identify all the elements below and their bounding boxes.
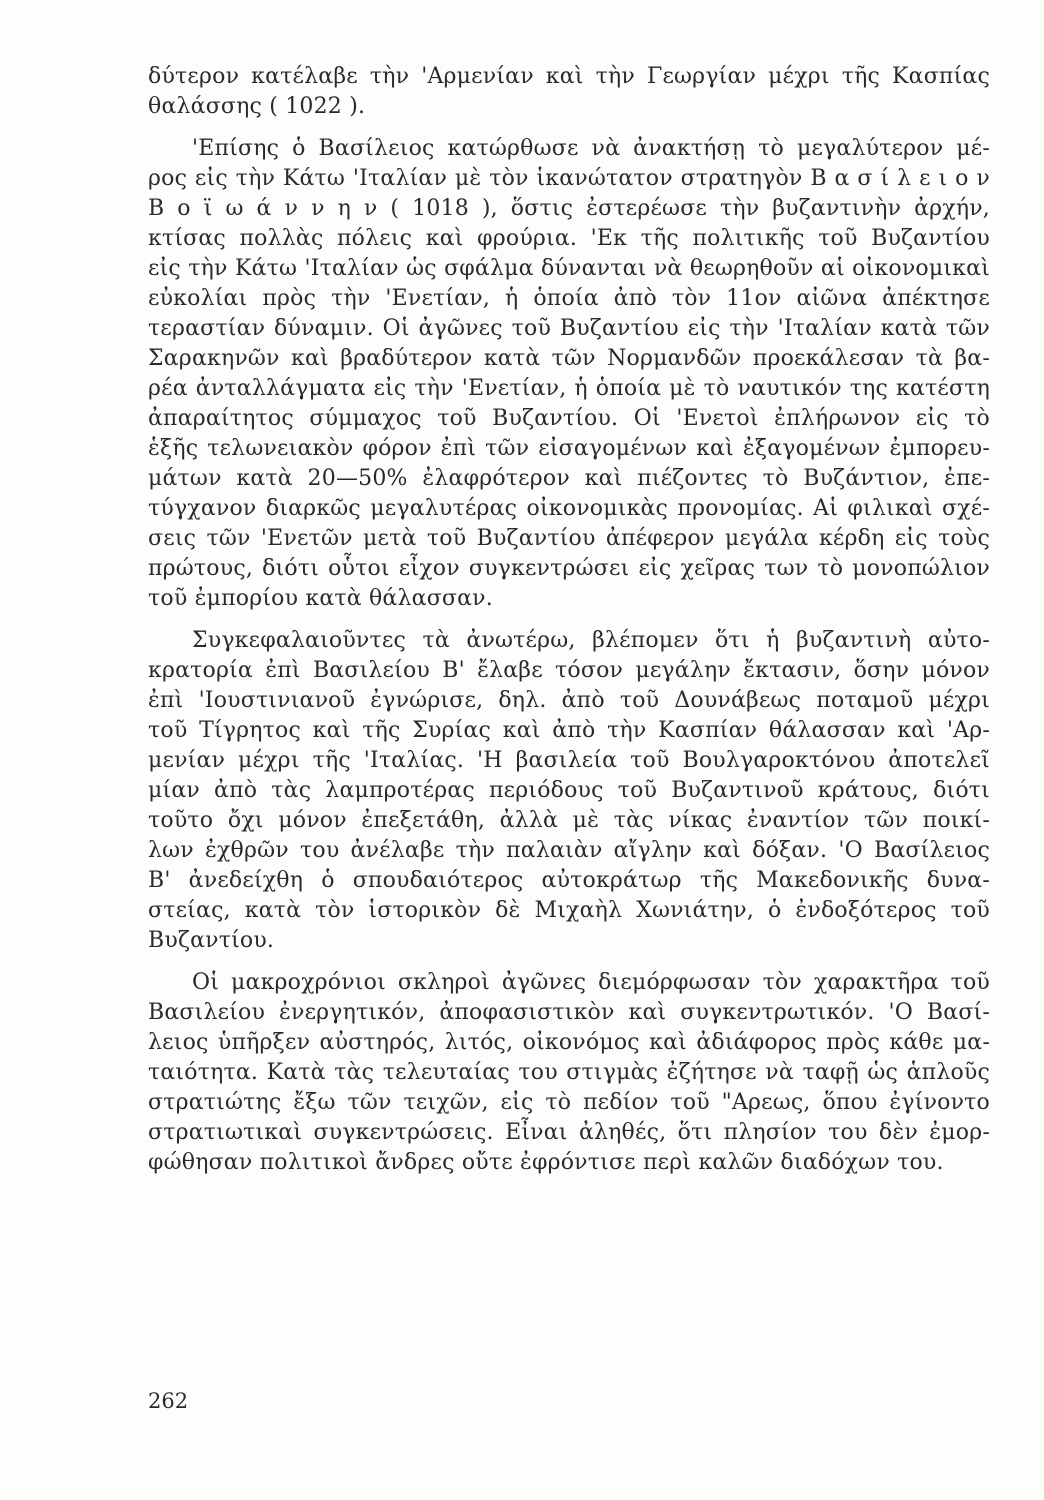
paragraph-gap bbox=[148, 122, 990, 134]
text-line: τεραστίαν δύναμιν. Οἱ ἀγῶνες τοῦ Βυζαντίου εἰς τὴν 'Ιταλίαν κατὰ τῶν bbox=[148, 316, 990, 341]
body-text bbox=[148, 62, 990, 1178]
text-line: 'Επίσης ὁ Βασίλειος κατώρθωσε νὰ ἀνακτήσῃ τὸ μεγαλύτερον μέ- bbox=[192, 136, 990, 161]
paragraph bbox=[148, 968, 990, 1178]
text-line: Οἱ μακροχρόνιοι σκληροὶ ἀγῶνες διεμόρφωσαν τὸν χαρακτῆρα τοῦ bbox=[192, 970, 990, 995]
text-line: εἰς τὴν Κάτω 'Ιταλίαν ὡς σφάλμα δύνανται νὰ θεωρηθοῦν αἱ οἰκονομικαὶ bbox=[148, 256, 990, 281]
text-line: κρατορία ἐπὶ Βασιλείου Β' ἔλαβε τόσον μεγάλην ἔκτασιν, ὅσην μόνον bbox=[148, 658, 990, 683]
text-line: μίαν ἀπὸ τὰς λαμπροτέρας περιόδους τοῦ Βυζαντινοῦ κράτους, διότι bbox=[148, 778, 990, 803]
paragraph bbox=[148, 134, 990, 614]
text-line: ρος εἰς τὴν Κάτω 'Ιταλίαν μὲ τὸν ἱκανώτατον στρατηγὸν Β α σ ί λ ε ι ο ν bbox=[148, 166, 990, 191]
text-line: ρέα ἀνταλλάγματα εἰς τὴν 'Ενετίαν, ἡ ὁποία μὲ τὸ ναυτικόν της κατέστη bbox=[148, 376, 990, 401]
text-line: Βασιλείου ἐνεργητικόν, ἀποφασιστικὸν καὶ συγκεντρωτικόν. 'Ο Βασί- bbox=[148, 1000, 990, 1025]
paragraph bbox=[148, 626, 990, 956]
text-line: μάτων κατὰ 20—50% ἐλαφρότερον καὶ πιέζοντες τὸ Βυζάντιον, ἐπε- bbox=[148, 466, 990, 491]
text-line: μενίαν μέχρι τῆς 'Ιταλίας. 'Η βασιλεία τοῦ Βουλγαροκτόνου ἀποτελεῖ bbox=[148, 748, 990, 773]
text-line: εὐκολίαι πρὸς τὴν 'Ενετίαν, ἡ ὁποία ἀπὸ τὸν 11ον αἰῶνα ἀπέκτησε bbox=[148, 286, 990, 311]
text-line: ἀπαραίτητος σύμμαχος τοῦ Βυζαντίου. Οἱ 'Ενετοὶ ἐπλήρωνον εἰς τὸ bbox=[148, 406, 990, 431]
text-line: τοῦτο ὄχι μόνον ἐπεξετάθη, ἀλλὰ μὲ τὰς νίκας ἐναντίον τῶν ποικί- bbox=[148, 808, 990, 833]
text-line: κτίσας πολλὰς πόλεις καὶ φρούρια. 'Εκ τῆς πολιτικῆς τοῦ Βυζαντίου bbox=[148, 226, 990, 251]
text-line: Σαρακηνῶν καὶ βραδύτερον κατὰ τῶν Νορμανδῶν προεκάλεσαν τὰ βα- bbox=[148, 346, 990, 371]
text-line: ἐπὶ 'Ιουστινιανοῦ ἐγνώρισε, δηλ. ἀπὸ τοῦ Δουνάβεως ποταμοῦ μέχρι bbox=[148, 688, 990, 713]
text-line: ταιότητα. Κατὰ τὰς τελευταίας του στιγμὰς ἐζήτησε νὰ ταφῇ ὡς ἁπλοῦς bbox=[148, 1060, 990, 1085]
text-line: λων ἐχθρῶν του ἀνέλαβε τὴν παλαιὰν αἴγλην καὶ δόξαν. 'Ο Βασίλειος bbox=[148, 838, 990, 863]
text-line: σεις τῶν 'Ενετῶν μετὰ τοῦ Βυζαντίου ἀπέφερον μεγάλα κέρδη εἰς τοὺς bbox=[148, 526, 990, 551]
text-line: στείας, κατὰ τὸν ἱστορικὸν δὲ Μιχαὴλ Χωνιάτην, ὁ ἐνδοξότερος τοῦ bbox=[148, 898, 990, 923]
text-line: στρατιωτικαὶ συγκεντρώσεις. Εἶναι ἀληθές, ὅτι πλησίον του δὲν ἐμορ- bbox=[148, 1120, 990, 1145]
text-line: Συγκεφαλαιοῦντες τὰ ἀνωτέρω, βλέπομεν ὅτι ἡ βυζαντινὴ αὐτο- bbox=[192, 628, 990, 653]
text-line: Β' ἀνεδείχθη ὁ σπουδαιότερος αὐτοκράτωρ τῆς Μακεδονικῆς δυνα- bbox=[148, 868, 990, 893]
text-line: ἑξῆς τελωνειακὸν φόρον ἐπὶ τῶν εἰσαγομένων καὶ ἐξαγομένων ἐμπορευ- bbox=[148, 436, 990, 461]
text-line: στρατιώτης ἔξω τῶν τειχῶν, εἰς τὸ πεδίον τοῦ "Αρεως, ὅπου ἐγίνοντο bbox=[148, 1090, 990, 1115]
text-line: τοῦ ἐμπορίου κατὰ θάλασσαν. bbox=[148, 586, 493, 611]
text-line: Β ο ϊ ω ά ν ν η ν ( 1018 ), ὅστις ἐστερέωσε τὴν βυζαντινὴν ἀρχήν, bbox=[148, 196, 990, 221]
text-line: τοῦ Τίγρητος καὶ τῆς Συρίας καὶ ἀπὸ τὴν Κασπίαν θάλασσαν καὶ 'Αρ- bbox=[148, 718, 990, 743]
paragraph bbox=[148, 62, 990, 122]
text-line: τύγχανον διαρκῶς μεγαλυτέρας οἰκονομικὰς προνομίας. Αἱ φιλικαὶ σχέ- bbox=[148, 496, 990, 521]
paragraph-gap bbox=[148, 956, 990, 968]
text-line: Βυζαντίου. bbox=[148, 928, 275, 953]
text-line: φώθησαν πολιτικοὶ ἄνδρες οὔτε ἐφρόντισε περὶ καλῶν διαδόχων του. bbox=[148, 1150, 944, 1175]
text-line: πρώτους, διότι οὗτοι εἶχον συγκεντρώσει εἰς χεῖρας των τὸ μονοπώλιον bbox=[148, 556, 990, 581]
text-line: λειος ὑπῆρξεν αὐστηρός, λιτός, οἰκονόμος καὶ ἀδιάφορος πρὸς κάθε μα- bbox=[148, 1030, 990, 1055]
text-line: δύτερον κατέλαβε τὴν 'Αρμενίαν καὶ τὴν Γεωργίαν μέχρι τῆς Κασπίας bbox=[148, 64, 990, 89]
text-line: θαλάσσης ( 1022 ). bbox=[148, 94, 366, 119]
page-number: 262 bbox=[148, 1389, 189, 1413]
paragraph-gap bbox=[148, 614, 990, 626]
